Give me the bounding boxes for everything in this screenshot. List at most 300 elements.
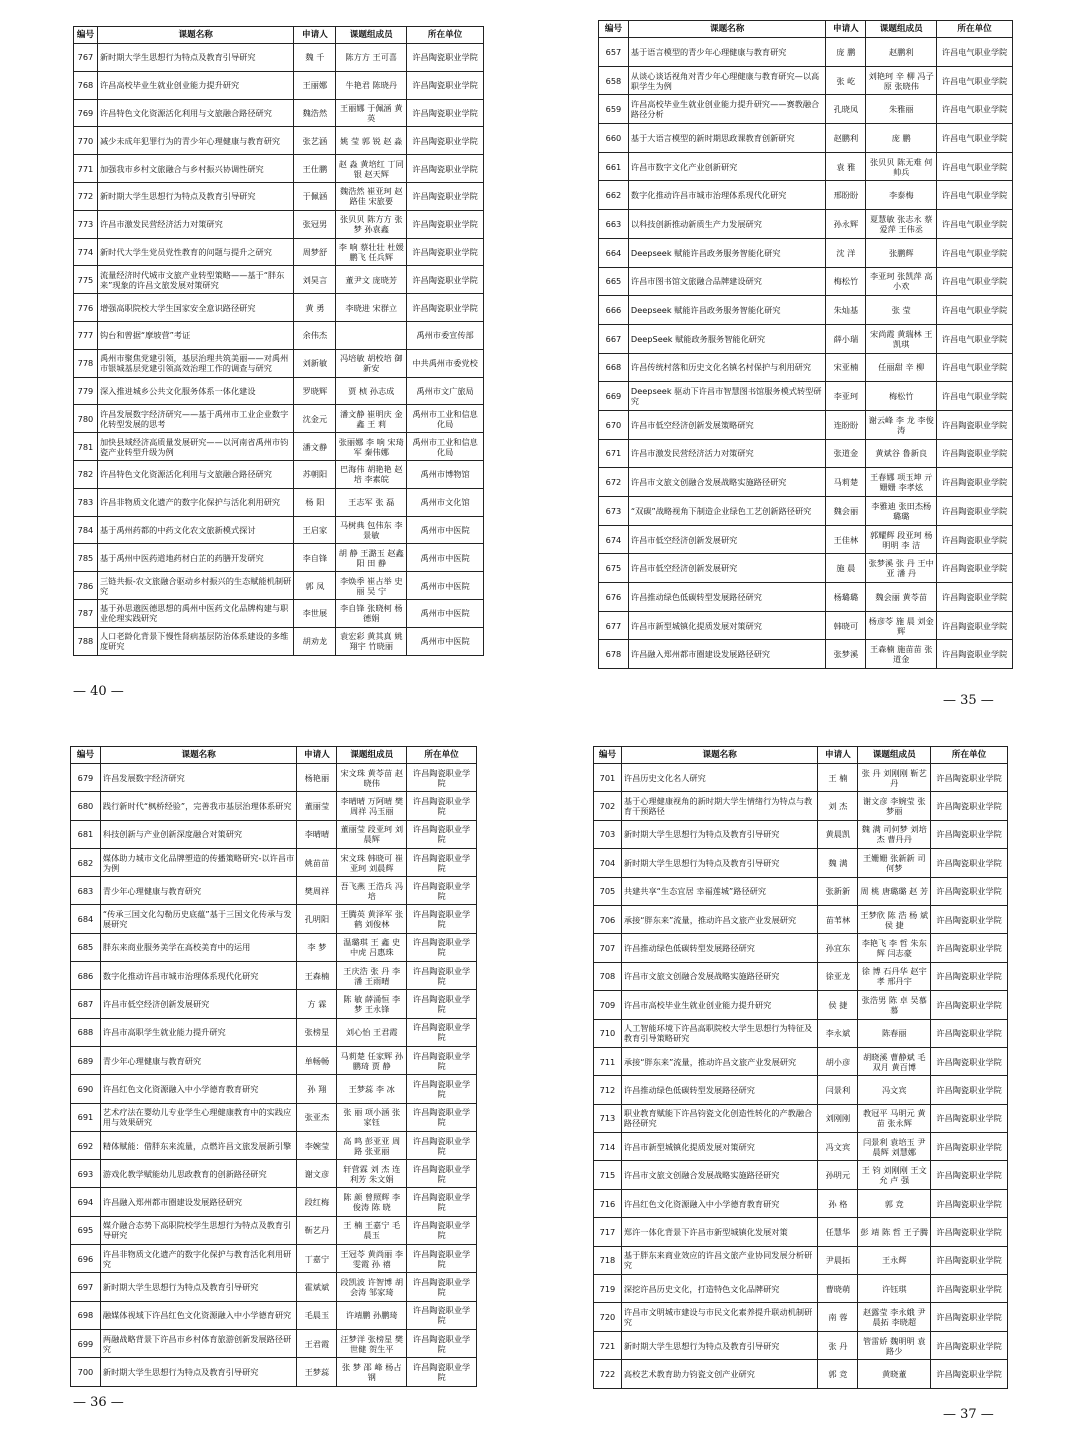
cell-number: 707 xyxy=(594,934,622,962)
cell-number: 767 xyxy=(74,44,98,72)
cell-applicant: 尹晨拓 xyxy=(818,1246,858,1274)
cell-applicant: 张冠男 xyxy=(294,210,336,238)
column-header: 编号 xyxy=(594,747,622,764)
document-page-37 xyxy=(593,746,1008,1389)
table-row xyxy=(74,71,484,99)
cell-members: 张 莹 xyxy=(866,296,937,325)
cell-title: Deepseek 驱动下许昌市智慧图书馆服务模式转型研究 xyxy=(628,382,826,411)
cell-number: 768 xyxy=(74,71,98,99)
cell-members: 任丽甜 辛 柳 xyxy=(866,353,937,382)
cell-members: 宋文珠 黄苓苗 赵晓伟 xyxy=(337,764,407,792)
table-row xyxy=(71,1160,477,1188)
table-row xyxy=(74,99,484,127)
cell-applicant: 韩晓可 xyxy=(826,611,866,640)
table-row xyxy=(599,525,1013,554)
cell-number: 776 xyxy=(74,294,98,322)
cell-members: 王腾英 黄泽军 张 鹤 刘俊林 xyxy=(337,905,407,933)
cell-title: 许昌市高校毕业生就业创业能力提升研究 xyxy=(621,991,818,1019)
cell-title: 艺术疗法在婴幼儿专业学生心理健康教育中的实践应用与效果研究 xyxy=(100,1103,297,1131)
cell-number: 708 xyxy=(594,962,622,990)
cell-number: 786 xyxy=(74,572,98,600)
cell-members: 刘艳珂 辛 柳 冯子原 张晓伟 xyxy=(866,66,937,95)
cell-applicant: 薛小瑞 xyxy=(826,324,866,353)
table-row xyxy=(74,210,484,238)
column-header: 申请人 xyxy=(826,21,866,38)
cell-number: 668 xyxy=(599,353,629,382)
cell-number: 663 xyxy=(599,210,629,239)
cell-applicant: 张梦溪 xyxy=(826,640,866,669)
cell-title: 许昌市新型城镇化提质发展对策研究 xyxy=(621,1133,818,1161)
cell-number: 712 xyxy=(594,1076,622,1104)
cell-unit: 禹州市中医院 xyxy=(407,516,484,544)
cell-number: 669 xyxy=(599,382,629,411)
cell-applicant: 段红梅 xyxy=(297,1188,337,1216)
table-row xyxy=(71,1188,477,1216)
cell-title: 青少年心理健康与教育研究 xyxy=(100,877,297,905)
cell-number: 670 xyxy=(599,410,629,439)
cell-applicant: 孙永辉 xyxy=(826,210,866,239)
table-row xyxy=(599,583,1013,612)
cell-members: 温璐琪 王 鑫 史中虎 吕惠珠 xyxy=(337,933,407,961)
cell-title: 许昌红色文化资源融入中小学德育教育研究 xyxy=(621,1189,818,1217)
cell-members: 李自锋 张晓柯 杨德娟 xyxy=(336,599,407,627)
table-row xyxy=(599,95,1013,124)
table-row xyxy=(599,410,1013,439)
cell-applicant: 靳艺丹 xyxy=(297,1216,337,1244)
cell-title: 基于心理健康视角的新时期大学生情绪行为特点与教育干预路径 xyxy=(621,792,818,820)
cell-title: 新时期大学生思想行为特点及教育引导研究 xyxy=(97,182,294,210)
cell-applicant: 冯文宾 xyxy=(818,1133,858,1161)
cell-applicant: 董丽莹 xyxy=(297,792,337,820)
table-row xyxy=(594,764,1008,792)
cell-members xyxy=(336,321,407,349)
cell-title: 媒体助力城市文化品牌塑造的传播策略研究-以许昌市为例 xyxy=(100,848,297,876)
cell-number: 710 xyxy=(594,1019,622,1047)
cell-unit: 许昌陶瓷职业学院 xyxy=(407,848,477,876)
cell-number: 681 xyxy=(71,820,101,848)
cell-unit: 许昌陶瓷职业学院 xyxy=(931,1047,1008,1075)
cell-number: 769 xyxy=(74,99,98,127)
column-header: 所在单位 xyxy=(931,747,1008,764)
cell-applicant: 王 楠 xyxy=(818,764,858,792)
cell-applicant: 张新新 xyxy=(818,877,858,905)
cell-number: 673 xyxy=(599,497,629,526)
cell-members: 董尹文 庞晓芳 xyxy=(336,266,407,294)
table-row xyxy=(594,792,1008,820)
cell-members: 朱雅丽 xyxy=(866,95,937,124)
table-row xyxy=(74,238,484,266)
cell-number: 660 xyxy=(599,124,629,153)
cell-title: 许昌市激发民营经济活力对策研究 xyxy=(628,439,826,468)
table-row xyxy=(71,905,477,933)
cell-number: 700 xyxy=(71,1358,101,1386)
cell-unit: 许昌电气职业学院 xyxy=(937,66,1013,95)
cell-unit: 许昌陶瓷职业学院 xyxy=(931,1246,1008,1274)
cell-title: 新时期大学生思想行为特点及教育引导研究 xyxy=(100,1358,297,1386)
table-row xyxy=(71,1358,477,1386)
cell-title: 融媒体视域下许昌红色文化资源融入中小学德育研究 xyxy=(100,1301,297,1329)
cell-number: 771 xyxy=(74,155,98,183)
cell-title: 深入推进城乡公共文化服务体系一体化建设 xyxy=(97,377,294,405)
cell-title: 许昌传统村落和历史文化名镇名村保护与利用研究 xyxy=(628,353,826,382)
table-row xyxy=(74,294,484,322)
cell-members: 许靖鹏 孙鹏琦 xyxy=(337,1301,407,1329)
cell-applicant: 樊周祥 xyxy=(297,877,337,905)
table-row xyxy=(74,488,484,516)
cell-applicant: 孔明阳 xyxy=(297,905,337,933)
cell-unit: 许昌陶瓷职业学院 xyxy=(407,962,477,990)
table-header-row xyxy=(71,747,477,764)
cell-applicant: 沈金元 xyxy=(294,405,336,433)
cell-unit: 许昌电气职业学院 xyxy=(937,324,1013,353)
cell-unit: 许昌陶瓷职业学院 xyxy=(931,962,1008,990)
cell-unit: 许昌陶瓷职业学院 xyxy=(937,554,1013,583)
cell-applicant: 于佩涵 xyxy=(294,182,336,210)
column-header: 课题名称 xyxy=(97,27,294,44)
table-row xyxy=(71,1329,477,1357)
cell-applicant: 谢文彦 xyxy=(297,1160,337,1188)
cell-applicant: 潘文静 xyxy=(294,433,336,461)
cell-members: 姚 莹 郭 锐 赵 淼 xyxy=(336,127,407,155)
table-row xyxy=(599,66,1013,95)
table-row xyxy=(71,1216,477,1244)
table-row xyxy=(74,127,484,155)
cell-unit: 许昌陶瓷职业学院 xyxy=(407,905,477,933)
cell-applicant: 梅松竹 xyxy=(826,267,866,296)
cell-number: 709 xyxy=(594,991,622,1019)
cell-members: 董丽莹 段亚珂 刘晨辉 xyxy=(337,820,407,848)
cell-unit: 许昌陶瓷职业学院 xyxy=(407,294,484,322)
cell-title: 许昌市低空经济创新发展研究 xyxy=(628,554,826,583)
column-header: 课题组成员 xyxy=(337,747,407,764)
cell-number: 715 xyxy=(594,1161,622,1189)
cell-unit: 许昌陶瓷职业学院 xyxy=(931,764,1008,792)
cell-number: 658 xyxy=(599,66,629,95)
table-row xyxy=(599,267,1013,296)
cell-unit: 许昌陶瓷职业学院 xyxy=(931,934,1008,962)
cell-number: 775 xyxy=(74,266,98,294)
cell-number: 677 xyxy=(599,611,629,640)
cell-title: 许昌市新型城镇化提质发展对策研究 xyxy=(628,611,826,640)
cell-applicant: 王君霞 xyxy=(297,1329,337,1357)
cell-members: 胡晓溪 曹静斌 毛双月 黄百博 xyxy=(858,1047,931,1075)
cell-applicant: 王森楠 xyxy=(297,962,337,990)
cell-number: 688 xyxy=(71,1018,101,1046)
cell-members: 管雷娇 魏明明 袁路少 xyxy=(858,1331,931,1359)
cell-title: 青少年心理健康与教育研究 xyxy=(100,1046,297,1074)
cell-number: 785 xyxy=(74,544,98,572)
cell-applicant: 李自锋 xyxy=(294,544,336,572)
cell-title: 增强高职院校大学生国家安全意识路径研究 xyxy=(97,294,294,322)
cell-applicant: 方 霖 xyxy=(297,990,337,1018)
cell-unit: 许昌陶瓷职业学院 xyxy=(931,820,1008,848)
cell-members: 陈 敏 薛涌恒 李 梦 王永锋 xyxy=(337,990,407,1018)
cell-title: 许昌市文旅文创融合发展战略实施路径研究 xyxy=(621,1161,818,1189)
cell-title: “双碳”战略视角下制造企业绿色工艺创新路径研究 xyxy=(628,497,826,526)
cell-title: 媒介融合态势下高职院校学生思想行为特点及教育引导研究 xyxy=(100,1216,297,1244)
cell-title: 三链共振-农文旅融合驱动乡村振兴的生态赋能机制研究 xyxy=(97,572,294,600)
cell-number: 666 xyxy=(599,296,629,325)
cell-number: 661 xyxy=(599,152,629,181)
cell-members: 教冠平 马明元 黄 苗 张永辉 xyxy=(858,1104,931,1132)
cell-unit: 许昌陶瓷职业学院 xyxy=(931,1275,1008,1303)
cell-title: 许昌市低空经济创新发展策略研究 xyxy=(628,410,826,439)
cell-members: 张梦溪 张 丹 王中亚 潘 丹 xyxy=(866,554,937,583)
cell-title: 新时期大学生思想行为特点及教育引导研究 xyxy=(621,820,818,848)
cell-unit: 许昌陶瓷职业学院 xyxy=(931,849,1008,877)
cell-number: 686 xyxy=(71,962,101,990)
cell-applicant: 李世展 xyxy=(294,599,336,627)
cell-unit: 许昌电气职业学院 xyxy=(937,38,1013,67)
table-row xyxy=(599,353,1013,382)
page-number-36: — 36 — xyxy=(73,1395,124,1410)
cell-members: 宋尚霞 黄瑞林 王凯琪 xyxy=(866,324,937,353)
cell-applicant: 李永斌 xyxy=(818,1019,858,1047)
table-row xyxy=(71,990,477,1018)
table-row xyxy=(594,1161,1008,1189)
table-row xyxy=(74,433,484,461)
cell-members: 赵 淼 黄培红 丁同银 赵天辉 xyxy=(336,155,407,183)
cell-title: 许昌发展数字经济研究 xyxy=(100,764,297,792)
column-header: 编号 xyxy=(74,27,98,44)
project-table xyxy=(598,20,1013,669)
cell-title: 许昌推动绿色低碳转型发展路径研究 xyxy=(628,583,826,612)
project-table xyxy=(70,746,477,1387)
cell-unit: 禹州市中医院 xyxy=(407,572,484,600)
cell-unit: 许昌陶瓷职业学院 xyxy=(937,583,1013,612)
cell-applicant: 孙宜东 xyxy=(818,934,858,962)
cell-unit: 许昌电气职业学院 xyxy=(937,267,1013,296)
cell-members: 黄斌谷 鲁新良 xyxy=(866,439,937,468)
cell-members: 王森楠 施苗苗 张道金 xyxy=(866,640,937,669)
cell-title: 新时期大学生思想行为特点及教育引导研究 xyxy=(621,849,818,877)
cell-number: 778 xyxy=(74,349,98,377)
cell-title: 许昌非物质文化遗产的数字化保护与教育活化利用研究 xyxy=(100,1245,297,1273)
table-row xyxy=(594,962,1008,990)
cell-title: 数字化推动许昌市城市治理体系现代化研究 xyxy=(628,181,826,210)
table-row xyxy=(594,1360,1008,1388)
cell-title: 基于胖东来商业效应的许昌文旅产业协同发展分析研究 xyxy=(621,1246,818,1274)
cell-applicant: 郭 凤 xyxy=(294,572,336,600)
cell-applicant: 张 丹 xyxy=(818,1331,858,1359)
cell-applicant: 王梦蕊 xyxy=(297,1358,337,1386)
cell-applicant: 刘新敏 xyxy=(294,349,336,377)
cell-unit: 许昌陶瓷职业学院 xyxy=(937,640,1013,669)
cell-title: 许昌推动绿色低碳转型发展路径研究 xyxy=(621,1076,818,1104)
cell-unit: 许昌陶瓷职业学院 xyxy=(937,410,1013,439)
cell-unit: 许昌电气职业学院 xyxy=(937,124,1013,153)
cell-members: 黄晓董 xyxy=(858,1360,931,1388)
cell-unit: 许昌陶瓷职业学院 xyxy=(407,210,484,238)
cell-title: Deepseek 赋能许昌政务服务智能化研究 xyxy=(628,238,826,267)
table-row xyxy=(71,1103,477,1131)
table-row xyxy=(71,792,477,820)
cell-applicant: 李 梦 xyxy=(297,933,337,961)
table-row xyxy=(599,640,1013,669)
column-header: 课题组成员 xyxy=(336,27,407,44)
cell-applicant: 宋亚楠 xyxy=(826,353,866,382)
cell-number: 777 xyxy=(74,321,98,349)
cell-members: 彭 靖 陈 哲 王子腾 xyxy=(858,1218,931,1246)
cell-unit: 许昌电气职业学院 xyxy=(937,181,1013,210)
cell-applicant: 李晴晴 xyxy=(297,820,337,848)
cell-applicant: 南 蓉 xyxy=(818,1303,858,1331)
cell-number: 773 xyxy=(74,210,98,238)
cell-members: 李泰梅 xyxy=(866,181,937,210)
cell-unit: 许昌电气职业学院 xyxy=(937,210,1013,239)
cell-applicant: 孙明元 xyxy=(818,1161,858,1189)
cell-title: 许昌市文明城市建设与市民文化素养提升联动机制研究 xyxy=(621,1303,818,1331)
table-row xyxy=(71,1046,477,1074)
cell-number: 697 xyxy=(71,1273,101,1301)
cell-title: 减少未成年犯罪行为的青少年心理健康与教育研究 xyxy=(97,127,294,155)
cell-applicant: 曹晓萌 xyxy=(818,1275,858,1303)
cell-number: 679 xyxy=(71,764,101,792)
cell-title: 许昌红色文化资源融入中小学德育教育研究 xyxy=(100,1075,297,1103)
cell-members: 潘文静 崔明庆 金 鑫 王 莉 xyxy=(336,405,407,433)
cell-applicant: 毛晨玉 xyxy=(297,1301,337,1329)
cell-applicant: 郭 竞 xyxy=(818,1360,858,1388)
cell-members: 王春娜 项玉坤 亓姗姗 李孝炫 xyxy=(866,468,937,497)
table-row xyxy=(594,934,1008,962)
cell-members: 王丽娜 于佩涵 黄 英 xyxy=(336,99,407,127)
cell-unit: 禹州市博物馆 xyxy=(407,460,484,488)
cell-members: 高 鸣 彭亚亚 周 路 张亚丽 xyxy=(337,1131,407,1159)
cell-applicant: 刘 杰 xyxy=(818,792,858,820)
cell-unit: 许昌电气职业学院 xyxy=(937,95,1013,124)
cell-number: 664 xyxy=(599,238,629,267)
page-number-35: — 35 — xyxy=(943,693,994,708)
column-header: 所在单位 xyxy=(407,27,484,44)
cell-unit: 许昌陶瓷职业学院 xyxy=(937,525,1013,554)
column-header: 课题名称 xyxy=(621,747,818,764)
cell-applicant: 张榜星 xyxy=(297,1018,337,1046)
table-row xyxy=(74,544,484,572)
cell-title: 新时期大学生思想行为特点及教育引导研究 xyxy=(97,44,294,72)
cell-number: 671 xyxy=(599,439,629,468)
cell-title: 以科技创新推动新质生产力发展研究 xyxy=(628,210,826,239)
table-row xyxy=(599,124,1013,153)
cell-title: 钩台和曾据“摩坡营”考证 xyxy=(97,321,294,349)
cell-number: 779 xyxy=(74,377,98,405)
cell-members: 冯培敏 胡校培 御新安 xyxy=(336,349,407,377)
cell-title: 基于禹州药都的中药文化农文旅新模式探讨 xyxy=(97,516,294,544)
cell-number: 682 xyxy=(71,848,101,876)
cell-unit: 许昌陶瓷职业学院 xyxy=(407,266,484,294)
table-row xyxy=(594,1275,1008,1303)
document-page-40 xyxy=(73,26,484,656)
cell-applicant: 魏浩然 xyxy=(294,99,336,127)
cell-applicant: 张艺涵 xyxy=(294,127,336,155)
cell-unit: 禹州市委宣传部 xyxy=(407,321,484,349)
cell-applicant: 胡小彦 xyxy=(818,1047,858,1075)
cell-title: 加快县域经济高质量发展研究——以河南省禹州市钧瓷产业转型升级为例 xyxy=(97,433,294,461)
cell-members: 魏浩然 崔亚珂 赵路佳 宋旅要 xyxy=(336,182,407,210)
column-header: 课题组成员 xyxy=(858,747,931,764)
table-row xyxy=(74,44,484,72)
cell-unit: 许昌陶瓷职业学院 xyxy=(407,1131,477,1159)
cell-number: 659 xyxy=(599,95,629,124)
cell-number: 717 xyxy=(594,1218,622,1246)
cell-members: 冯文宾 xyxy=(858,1076,931,1104)
cell-title: 科技创新与产业创新深度融合对策研究 xyxy=(100,820,297,848)
cell-applicant: 刘刚刚 xyxy=(818,1104,858,1132)
table-row xyxy=(594,1133,1008,1161)
table-row xyxy=(599,382,1013,411)
table-row xyxy=(71,1273,477,1301)
cell-applicant: 魏 千 xyxy=(294,44,336,72)
cell-title: 许昌高校毕业生就业创业能力提升研究 xyxy=(97,71,294,99)
cell-members: 李焕季 崔占举 史 丽 吴 宁 xyxy=(336,572,407,600)
cell-members: 张丽娜 李 响 宋琦军 秦伟娜 xyxy=(336,433,407,461)
cell-title: “传承三国文化勾勒历史底蕴”基于三国文化传承与发展研究 xyxy=(100,905,297,933)
cell-number: 722 xyxy=(594,1360,622,1388)
cell-unit: 许昌陶瓷职业学院 xyxy=(407,182,484,210)
cell-members: 李艳飞 李 哲 朱东辉 闫志豪 xyxy=(858,934,931,962)
table-row xyxy=(71,848,477,876)
cell-title: 基于语言模型的青少年心理健康与教育研究 xyxy=(628,38,826,67)
cell-number: 692 xyxy=(71,1131,101,1159)
table-row xyxy=(74,377,484,405)
cell-title: 两融战略背景下许昌市乡村体育旅游创新发展路径研究 xyxy=(100,1329,297,1357)
cell-members: 谢文彦 李婉莹 张梦丽 xyxy=(858,792,931,820)
table-row xyxy=(599,38,1013,67)
cell-members: 许钰琪 xyxy=(858,1275,931,1303)
cell-title: 许昌市数字文化产业创新研究 xyxy=(628,152,826,181)
cell-unit: 许昌陶瓷职业学院 xyxy=(931,1360,1008,1388)
cell-title: 许昌市文旅文创融合发展战略实施路径研究 xyxy=(628,468,826,497)
column-header: 课题名称 xyxy=(100,747,297,764)
column-header: 申请人 xyxy=(818,747,858,764)
cell-members: 王梦欣 陈 浩 杨 斌 侯 捷 xyxy=(858,905,931,933)
table-header-row xyxy=(594,747,1008,764)
cell-applicant: 苏朝阳 xyxy=(294,460,336,488)
cell-members: 郭耀辉 段亚珂 杨明明 李 洁 xyxy=(866,525,937,554)
cell-number: 672 xyxy=(599,468,629,497)
cell-title: 新时期大学生思想行为特点及教育引导研究 xyxy=(621,1331,818,1359)
cell-applicant: 袁 雅 xyxy=(826,152,866,181)
table-row xyxy=(599,611,1013,640)
cell-number: 691 xyxy=(71,1103,101,1131)
cell-unit: 许昌陶瓷职业学院 xyxy=(407,155,484,183)
cell-applicant: 黄 勇 xyxy=(294,294,336,322)
cell-title: 许昌市图书馆文旅融合品牌建设研究 xyxy=(628,267,826,296)
cell-applicant: 王佳林 xyxy=(826,525,866,554)
cell-members: 马莉楚 任家辉 孙鹏琦 贾 静 xyxy=(337,1046,407,1074)
cell-unit: 许昌陶瓷职业学院 xyxy=(931,905,1008,933)
cell-applicant: 杨艳丽 xyxy=(297,764,337,792)
cell-number: 665 xyxy=(599,267,629,296)
table-row xyxy=(71,764,477,792)
cell-unit: 许昌陶瓷职业学院 xyxy=(407,1018,477,1046)
cell-title: 深挖许昌历史文化，打造特色文化品牌研究 xyxy=(621,1275,818,1303)
cell-members: 闫景利 袁培玉 尹晨辉 刘慧娜 xyxy=(858,1133,931,1161)
table-row xyxy=(594,1076,1008,1104)
cell-number: 782 xyxy=(74,460,98,488)
cell-unit: 许昌电气职业学院 xyxy=(937,296,1013,325)
cell-title: 高校艺术教育助力钧瓷文创产业研究 xyxy=(621,1360,818,1388)
table-header-row xyxy=(74,27,484,44)
cell-applicant: 孙 翔 xyxy=(297,1075,337,1103)
cell-number: 706 xyxy=(594,905,622,933)
cell-number: 719 xyxy=(594,1275,622,1303)
cell-members: 徐 博 石丹华 赵宇孝 邢丹宇 xyxy=(858,962,931,990)
cell-title: 郑许一体化背景下许昌市新型城镇化发展对策 xyxy=(621,1218,818,1246)
cell-title: 精体赋能：借胖东来流量，点燃许昌文旅发展新引擎 xyxy=(100,1131,297,1159)
cell-unit: 许昌陶瓷职业学院 xyxy=(407,1160,477,1188)
cell-unit: 许昌陶瓷职业学院 xyxy=(931,1189,1008,1217)
cell-members: 陈春丽 xyxy=(858,1019,931,1047)
